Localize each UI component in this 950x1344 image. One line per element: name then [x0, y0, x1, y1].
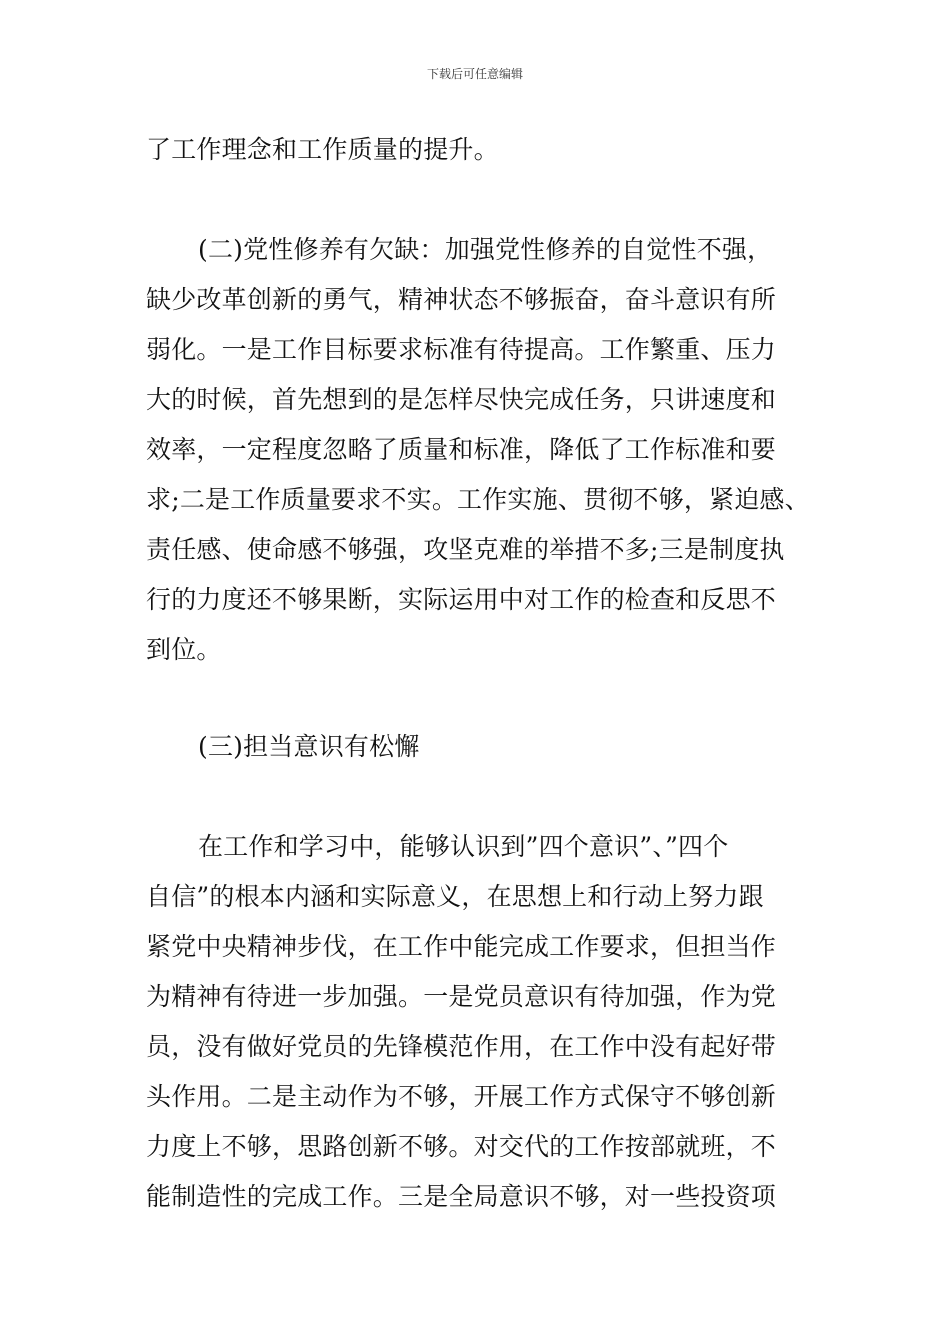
page-header: 下载后可任意编辑 [426, 67, 523, 81]
text-line: 求;二是工作质量要求不实。工作实施、贯彻不够，紧迫感、 [146, 485, 810, 514]
text-line: 头作用。二是主动作为不够，开展工作方式保守不够创新 [146, 1082, 777, 1111]
text-line: 弱化。一是工作目标要求标准有待提高。工作繁重、压力 [146, 335, 777, 364]
text-line: 缺少改革创新的勇气，精神状态不够振奋，奋斗意识有所 [146, 285, 777, 314]
text-line: 紧党中央精神步伐，在工作中能完成工作要求，但担当作 [146, 932, 777, 961]
text-line: 自信”的根本内涵和实际意义，在思想上和行动上努力跟 [146, 882, 764, 911]
text-line: 为精神有待进一步加强。一是党员意识有待加强，作为党 [146, 982, 777, 1011]
text-line: 在工作和学习中，能够认识到”四个意识”、”四个 [198, 832, 729, 861]
text-line: 到位。 [146, 635, 222, 664]
text-line: 能制造性的完成工作。三是全局意识不够，对一些投资项 [146, 1182, 777, 1211]
text-line: 大的时候，首先想到的是怎样尽快完成任务，只讲速度和 [146, 385, 777, 414]
text-line: 效率，一定程度忽略了质量和标准，降低了工作标准和要 [146, 435, 777, 464]
text-line: 了工作理念和工作质量的提升。 [146, 135, 499, 164]
text-line: 行的力度还不够果断，实际运用中对工作的检查和反思不 [146, 585, 777, 614]
text-line: 责任感、使命感不够强，攻坚克难的举措不多;三是制度执 [146, 535, 785, 564]
section-heading-line: (二)党性修养有欠缺：加强党性修养的自觉性不强， [198, 235, 773, 264]
text-line: 力度上不够，思路创新不够。对交代的工作按部就班，不 [146, 1132, 777, 1161]
section-heading: (三)担当意识有松懈 [198, 732, 420, 761]
text-line: 员，没有做好党员的先锋模范作用，在工作中没有起好带 [146, 1032, 777, 1061]
